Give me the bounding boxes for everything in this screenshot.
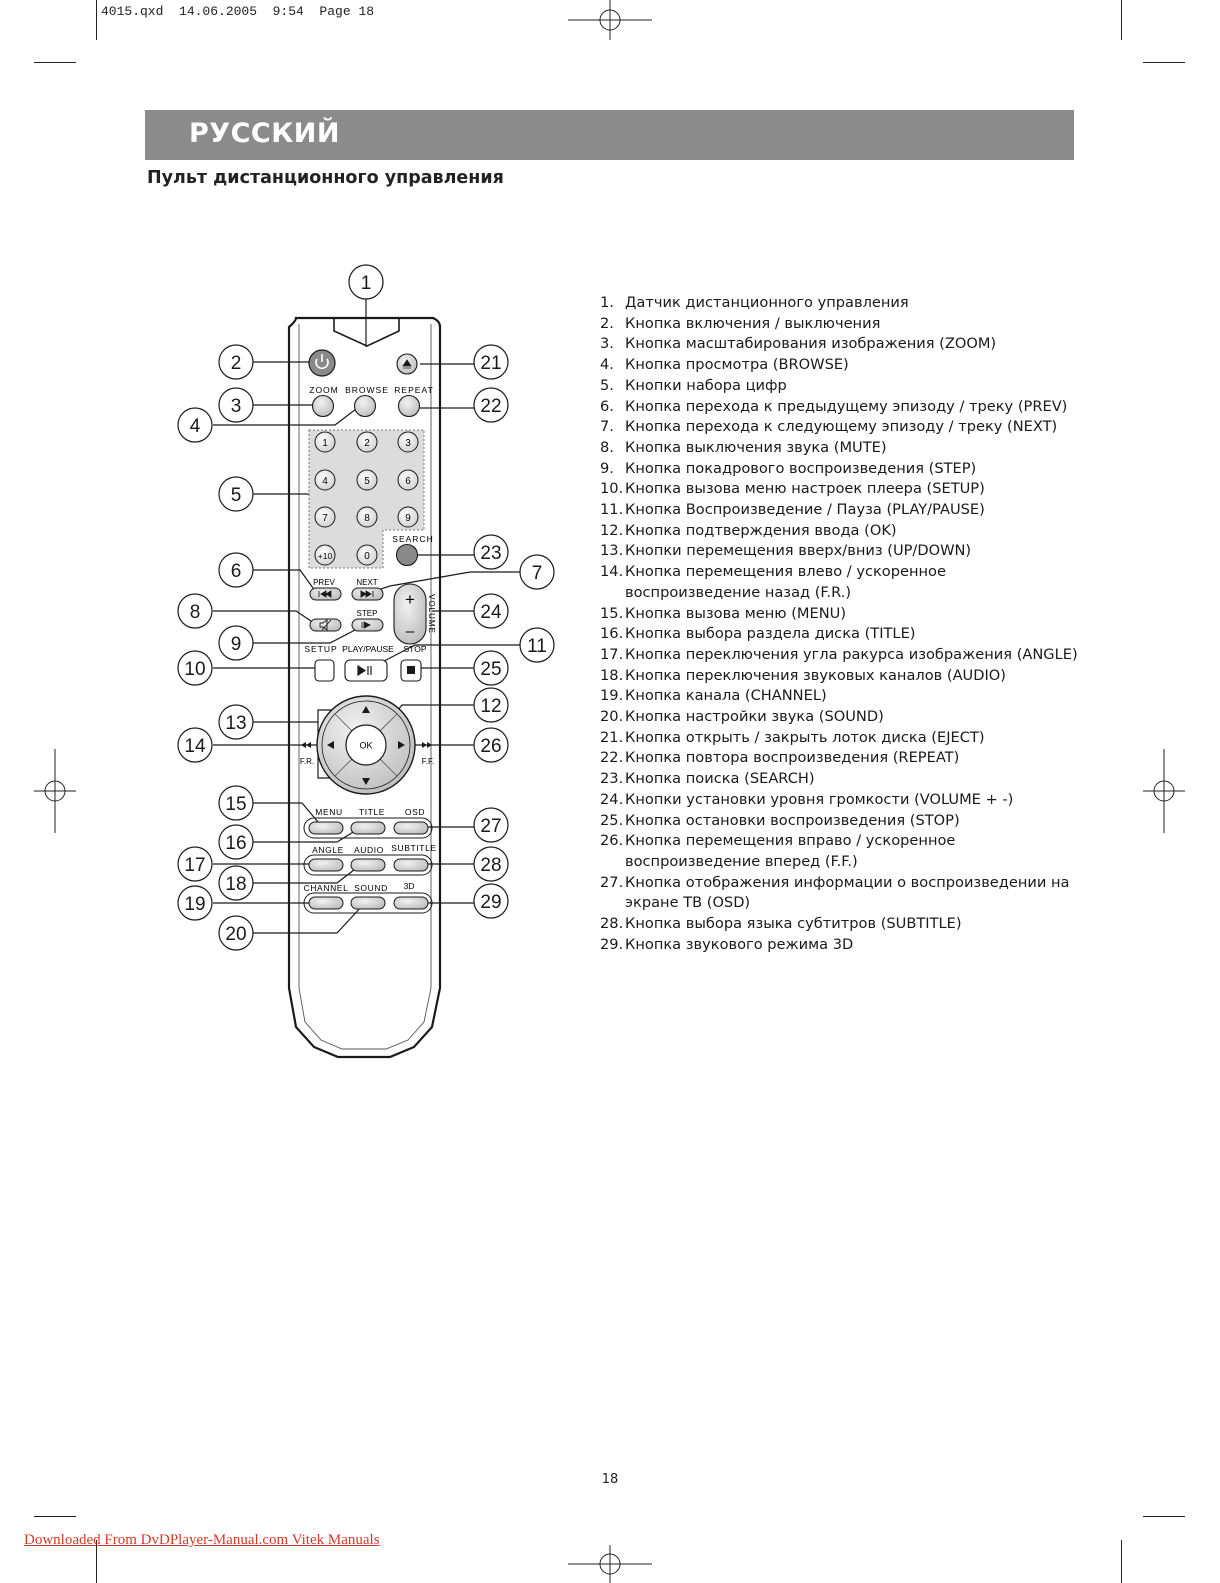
legend-item	[600, 438, 1080, 459]
legend-item	[600, 479, 1080, 500]
callout-number: 3	[230, 396, 242, 417]
legend-item	[600, 521, 1080, 542]
legend-item-text: Кнопка Воспроизведение / Пауза (PLAY/PAUSE)	[625, 501, 985, 519]
legend-item-text: Кнопка подтверждения ввода (OK)	[625, 521, 897, 539]
legend-item-text: Кнопка повтора воспроизведения (REPEAT)	[625, 749, 960, 767]
legend-item-number: 27.	[600, 873, 624, 891]
legend-item	[600, 811, 1080, 832]
legend-item-text: Кнопка перехода к следующему эпизоду / треку (NEXT)	[625, 418, 1058, 436]
digit-label: 7	[322, 513, 328, 524]
legend-item-text: Кнопка звукового режима 3D	[625, 935, 854, 953]
language-header-text: РУССКИЙ	[189, 118, 340, 149]
sound-button[interactable]	[351, 897, 385, 909]
legend-item	[600, 728, 1080, 749]
legend-item	[600, 355, 1080, 376]
legend-item	[600, 334, 1080, 355]
callout-number: 22	[480, 396, 502, 417]
legend-item	[600, 707, 1080, 728]
button-legend-list	[600, 293, 1080, 956]
digit-label: 9	[405, 513, 411, 524]
legend-item	[600, 624, 1080, 645]
callout-number: 8	[189, 602, 201, 623]
legend-item	[600, 645, 1080, 666]
legend-item-number: 24.	[600, 790, 624, 808]
legend-item	[600, 417, 1080, 438]
audio-label: AUDIO	[354, 845, 384, 855]
legend-item	[600, 500, 1080, 521]
callout-number: 26	[480, 736, 502, 757]
stop-label: STOP	[403, 644, 427, 654]
legend-item-text: Кнопка переключения угла ракурса изображения (ANGLE)	[625, 645, 1078, 663]
legend-item-number: 12.	[600, 521, 624, 539]
legend-item-text: Кнопка масштабирования изображения (ZOOM)	[625, 335, 997, 353]
callout-number: 7	[531, 563, 543, 584]
legend-item	[600, 935, 1080, 956]
legend-item-number: 2.	[600, 314, 614, 332]
channel-button[interactable]	[309, 897, 343, 909]
legend-item-text: Кнопка вызова меню (MENU)	[625, 604, 847, 622]
digit-label: 0	[364, 551, 370, 562]
callout-number: 17	[184, 855, 206, 876]
legend-item-text: Кнопка остановки воспроизведения (STOP)	[625, 811, 960, 829]
legend-item-number: 11.	[600, 501, 624, 519]
legend-item-text: Кнопка перемещения влево / ускоренное воспроизведение назад (F.R.)	[625, 563, 946, 601]
volume-minus-label: –	[405, 623, 415, 640]
digit-label: 2	[364, 438, 370, 449]
legend-item-text: Кнопка открыть / закрыть лоток диска (EJECT)	[625, 728, 985, 746]
callout-number: 15	[225, 794, 247, 815]
search-button[interactable]	[397, 545, 418, 566]
digit-label: +10	[317, 551, 333, 561]
callout-number: 18	[225, 874, 247, 895]
legend-item-number: 6.	[600, 397, 614, 415]
stop-icon	[407, 666, 415, 674]
legend-item-number: 25.	[600, 811, 624, 829]
remote-body	[289, 318, 440, 1057]
threed-label: 3D	[403, 881, 415, 891]
callout-number: 25	[480, 659, 502, 680]
legend-item-text: Кнопка выбора раздела диска (TITLE)	[625, 625, 916, 643]
repeat-label: REPEAT	[394, 385, 434, 395]
legend-item-number: 20.	[600, 708, 624, 726]
legend-item-number: 4.	[600, 356, 614, 374]
legend-item	[600, 376, 1080, 397]
legend-item-text: Кнопка вызова меню настроек плеера (SETUP)	[625, 480, 985, 498]
zoom-button[interactable]	[313, 396, 334, 417]
ok-label: OK	[359, 740, 373, 751]
legend-item-text: Кнопка включения / выключения	[625, 314, 881, 332]
legend-item-number: 15.	[600, 604, 624, 622]
callout-number: 23	[480, 543, 502, 564]
legend-item-text: Кнопка просмотра (BROWSE)	[625, 356, 849, 374]
legend-item-text: Кнопка перехода к предыдущему эпизоду / треку (PREV)	[625, 397, 1068, 415]
legend-item-number: 3.	[600, 335, 614, 353]
legend-item-text: Кнопки набора цифр	[625, 376, 787, 394]
audio-button[interactable]	[351, 859, 385, 871]
digit-label: 3	[405, 438, 411, 449]
menu-button[interactable]	[309, 822, 343, 834]
legend-item-number: 16.	[600, 625, 624, 643]
channel-label: CHANNEL	[303, 883, 349, 893]
prev-label: PREV	[313, 578, 335, 587]
legend-item-number: 14.	[600, 563, 624, 581]
zoom-label: ZOOM	[309, 385, 339, 395]
angle-button[interactable]	[309, 859, 343, 871]
callout-number: 5	[230, 485, 242, 506]
legend-item-number: 13.	[600, 542, 624, 560]
legend-item-number: 8.	[600, 438, 614, 456]
legend-item-number: 9.	[600, 459, 614, 477]
section-title: Пульт дистанционного управления	[147, 168, 504, 188]
legend-item	[600, 686, 1080, 707]
legend-item-number: 10.	[600, 480, 624, 498]
power-button[interactable]	[309, 350, 335, 376]
setup-label: SETUP	[304, 644, 338, 654]
subtitle-button[interactable]	[394, 859, 428, 871]
print-slug: 4015.qxd 14.06.2005 9:54 Page 18	[101, 4, 375, 19]
legend-item-number: 18.	[600, 666, 624, 684]
callout-number: 16	[225, 833, 247, 854]
callout-number: 1	[360, 273, 372, 294]
callout-number: 29	[480, 892, 502, 913]
legend-item	[600, 459, 1080, 480]
menu-label: MENU	[315, 807, 343, 817]
callout-number: 19	[184, 894, 206, 915]
subtitle-label: SUBTITLE	[391, 843, 437, 853]
legend-item-text: Кнопка поиска (SEARCH)	[625, 770, 815, 788]
legend-item-number: 26.	[600, 832, 624, 850]
callout-number: 2	[230, 353, 242, 374]
legend-item-text: Кнопки установки уровня громкости (VOLUME + -)	[625, 790, 1014, 808]
fr-label: F.R.	[299, 757, 315, 766]
legend-item	[600, 831, 1080, 872]
legend-item-number: 23.	[600, 770, 624, 788]
legend-item	[600, 562, 1080, 603]
legend-item-number: 1.	[600, 294, 614, 311]
threed-button[interactable]	[394, 897, 428, 909]
callout-number: 11	[527, 636, 547, 657]
legend-item-text: Кнопка канала (CHANNEL)	[625, 687, 827, 705]
title-label: TITLE	[358, 807, 386, 817]
osd-button[interactable]	[394, 822, 428, 834]
legend-item-text: Кнопки перемещения вверх/вниз (UP/DOWN)	[625, 542, 972, 560]
callout-number: 21	[480, 353, 502, 374]
legend-item	[600, 314, 1080, 335]
legend-item-number: 22.	[600, 749, 624, 767]
callout-number: 20	[225, 924, 247, 945]
legend-item-text: Кнопка покадрового воспроизведения (STEP)	[625, 459, 977, 477]
browse-label: BROWSE	[345, 385, 389, 395]
digit-label: 6	[405, 476, 411, 487]
legend-item	[600, 293, 1080, 314]
digit-label: 1	[322, 438, 328, 449]
callout-number: 6	[230, 561, 242, 582]
next-label: NEXT	[356, 578, 378, 587]
legend-item	[600, 914, 1080, 935]
sound-label: SOUND	[354, 883, 388, 893]
callout-number: 10	[184, 659, 206, 680]
callout-number: 4	[189, 416, 201, 437]
volume-plus-label: +	[405, 590, 415, 609]
title-button[interactable]	[351, 822, 385, 834]
callout-number: 28	[480, 855, 502, 876]
osd-label: OSD	[404, 807, 426, 817]
legend-item-text: Кнопка перемещения вправо / ускоренное воспроизведение вперед (F.F.)	[625, 832, 956, 870]
callout-number: 14	[184, 736, 206, 757]
legend-item-text: Кнопка отображения информации о воспроизведении на экране ТВ (OSD)	[625, 873, 1070, 912]
legend-item	[600, 748, 1080, 769]
callout-number: 9	[230, 634, 242, 655]
legend-item-number: 28.	[600, 915, 624, 933]
search-label: SEARCH	[392, 534, 434, 544]
ff-label: F.F.	[421, 757, 435, 766]
callout-number: 13	[225, 713, 247, 734]
digit-label: 4	[322, 476, 328, 487]
legend-item	[600, 666, 1080, 687]
legend-item-number: 7.	[600, 418, 614, 436]
legend-item-text: Датчик дистанционного управления	[625, 294, 909, 311]
legend-item-number: 19.	[600, 687, 624, 705]
legend-item-number: 21.	[600, 728, 624, 746]
digit-label: 8	[364, 513, 370, 524]
step-label: STEP	[356, 609, 378, 618]
legend-item	[600, 769, 1080, 790]
browse-button[interactable]	[355, 396, 376, 417]
legend-item-number: 17.	[600, 645, 624, 663]
repeat-button[interactable]	[399, 396, 420, 417]
callout-number: 12	[480, 696, 502, 717]
setup-button[interactable]	[315, 660, 334, 681]
angle-label: ANGLE	[312, 845, 344, 855]
legend-item-text: Кнопка выбора языка субтитров (SUBTITLE)	[625, 915, 962, 933]
legend-item-text: Кнопка настройки звука (SOUND)	[625, 708, 884, 726]
callout-number: 24	[480, 602, 502, 623]
legend-item-number: 5.	[600, 376, 614, 394]
legend-item	[600, 541, 1080, 562]
legend-item	[600, 790, 1080, 811]
legend-item	[600, 873, 1080, 914]
legend-item-text: Кнопка выключения звука (MUTE)	[625, 438, 887, 456]
page-number: 18	[601, 1472, 619, 1487]
footer-download-link[interactable]: Downloaded From DvDPlayer-Manual.com Vitek Manuals	[24, 1532, 380, 1548]
legend-item-number: 29.	[600, 935, 624, 953]
callout-number: 27	[480, 816, 502, 837]
digit-label: 5	[364, 476, 370, 487]
playpause-label: PLAY/PAUSE	[342, 644, 394, 654]
volume-label: VOLUME	[427, 594, 436, 634]
legend-item	[600, 604, 1080, 625]
legend-item	[600, 397, 1080, 418]
legend-item-text: Кнопка переключения звуковых каналов (AUDIO)	[625, 666, 1006, 684]
